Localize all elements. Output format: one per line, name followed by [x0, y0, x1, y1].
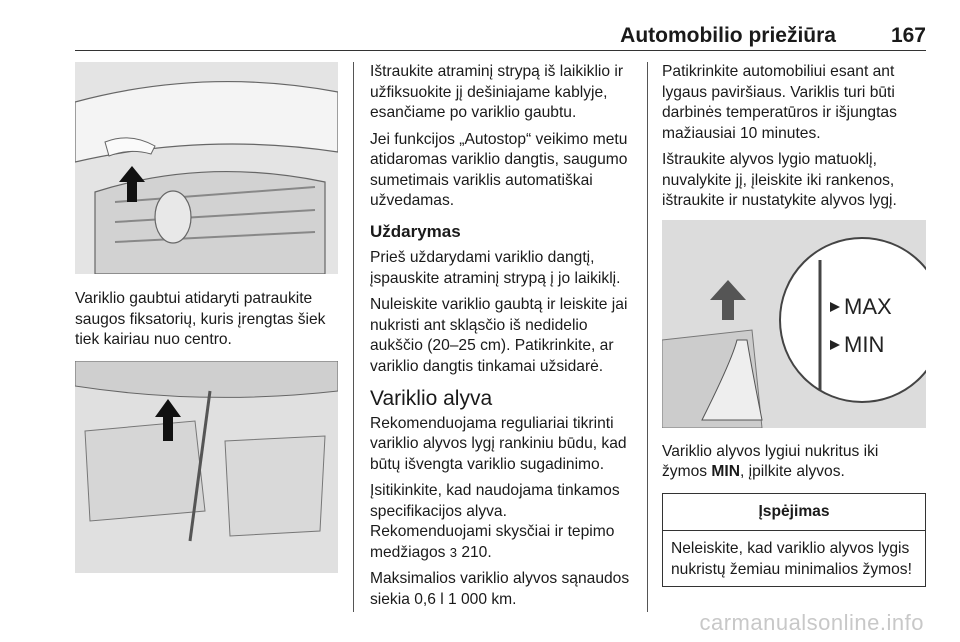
- header-divider: [75, 50, 926, 51]
- warning-text: Neleiskite, kad variklio alyvos lygis nukristų žemiau minimalios žymos!: [671, 540, 912, 578]
- paragraph-check-level: Patikrinkite automobiliui esant ant lygaus paviršiaus. Variklis turi būti darbinės temperatūros ir išjungtas mažiausiai 10 minutes.: [662, 63, 897, 142]
- paragraph-lower-hood: Nuleiskite variklio gaubtą ir leiskite jai nukristi ant skląsčio iš nedidelio aukščio (20–25 cm). Patikrinkite, ar variklio dangtis tinkamai užsidarė.: [370, 296, 628, 375]
- column-2: [370, 62, 634, 616]
- watermark: carmanualsonline.info: [699, 610, 924, 635]
- fluids-ref-page: 210.: [456, 543, 492, 561]
- paragraph-fluids-ref: [370, 522, 634, 563]
- column-divider-1: [353, 62, 354, 612]
- refill-text-post: , įpilkite alyvos.: [739, 463, 845, 480]
- paragraph-press-rod: Prieš uždarydami variklio dangtį, įspauskite atraminį strypą į jo laikiklį.: [370, 249, 621, 287]
- hood-latch-illustration: [75, 62, 338, 274]
- paragraph-oil-consumption: Maksimalios variklio alyvos sąnaudos siekia 0,6 l 1 000 km.: [370, 570, 630, 608]
- dipstick-drawing: [662, 220, 926, 428]
- dipstick-max-label: MAX: [844, 293, 892, 319]
- warning-box: [662, 493, 926, 588]
- page-number: 167: [890, 24, 926, 47]
- column-3: [662, 62, 926, 587]
- paragraph-prop-rod: Ištraukite atraminį strypą iš laikiklio ir užfiksuokite jį dešiniajame kablyje, esančiame po variklio gaubtu.: [370, 63, 624, 121]
- paragraph-dipstick: Ištraukite alyvos lygio matuoklį, nuvalykite jį, įleiskite iki rankenos, ištraukite ir nustatykite alyvos lygį.: [662, 151, 897, 209]
- prop-rod-drawing: [75, 361, 338, 573]
- heading-closing: Uždarymas: [370, 221, 461, 241]
- column-divider-2: [647, 62, 648, 612]
- hood-prop-rod-illustration: [75, 361, 338, 573]
- paragraph-oil-spec: Įsitikinkite, kad naudojama tinkamos specifikacijos alyva.: [370, 482, 620, 520]
- dipstick-illustration: [662, 220, 926, 428]
- warning-title: Įspėjimas: [663, 494, 925, 532]
- page-header: [75, 22, 926, 50]
- paragraph-autostop: Jei funkcijos „Autostop“ veikimo metu atidaromas variklio dangtis, saugumo sumetimais variklis automatiškai užvedamas.: [370, 130, 628, 209]
- heading-engine-oil: Variklio alyva: [370, 387, 493, 410]
- page-ref-icon: 3: [449, 544, 457, 560]
- paragraph-refill: [662, 442, 926, 483]
- refill-min-mark: MIN: [711, 463, 740, 480]
- hood-latch-drawing: [75, 62, 338, 274]
- dipstick-min-label: MIN: [844, 331, 885, 357]
- refill-text-pre: Variklio alyvos lygiui nukritus iki žymos: [662, 442, 879, 480]
- section-title: Automobilio priežiūra: [620, 24, 836, 47]
- fluids-ref-text: Rekomenduojami skysčiai ir tepimo medžiagos: [370, 523, 615, 561]
- paragraph-check-oil: Rekomenduojama reguliariai tikrinti variklio alyvos lygį rankiniu būdu, kad būtų išvengta variklio sugadinimo.: [370, 414, 627, 473]
- caption-hood-release: Variklio gaubtui atidaryti patraukite saugos fiksatorių, kuris įrengtas šiek tiek kairiau nuo centro.: [75, 290, 326, 348]
- column-1: [75, 62, 338, 573]
